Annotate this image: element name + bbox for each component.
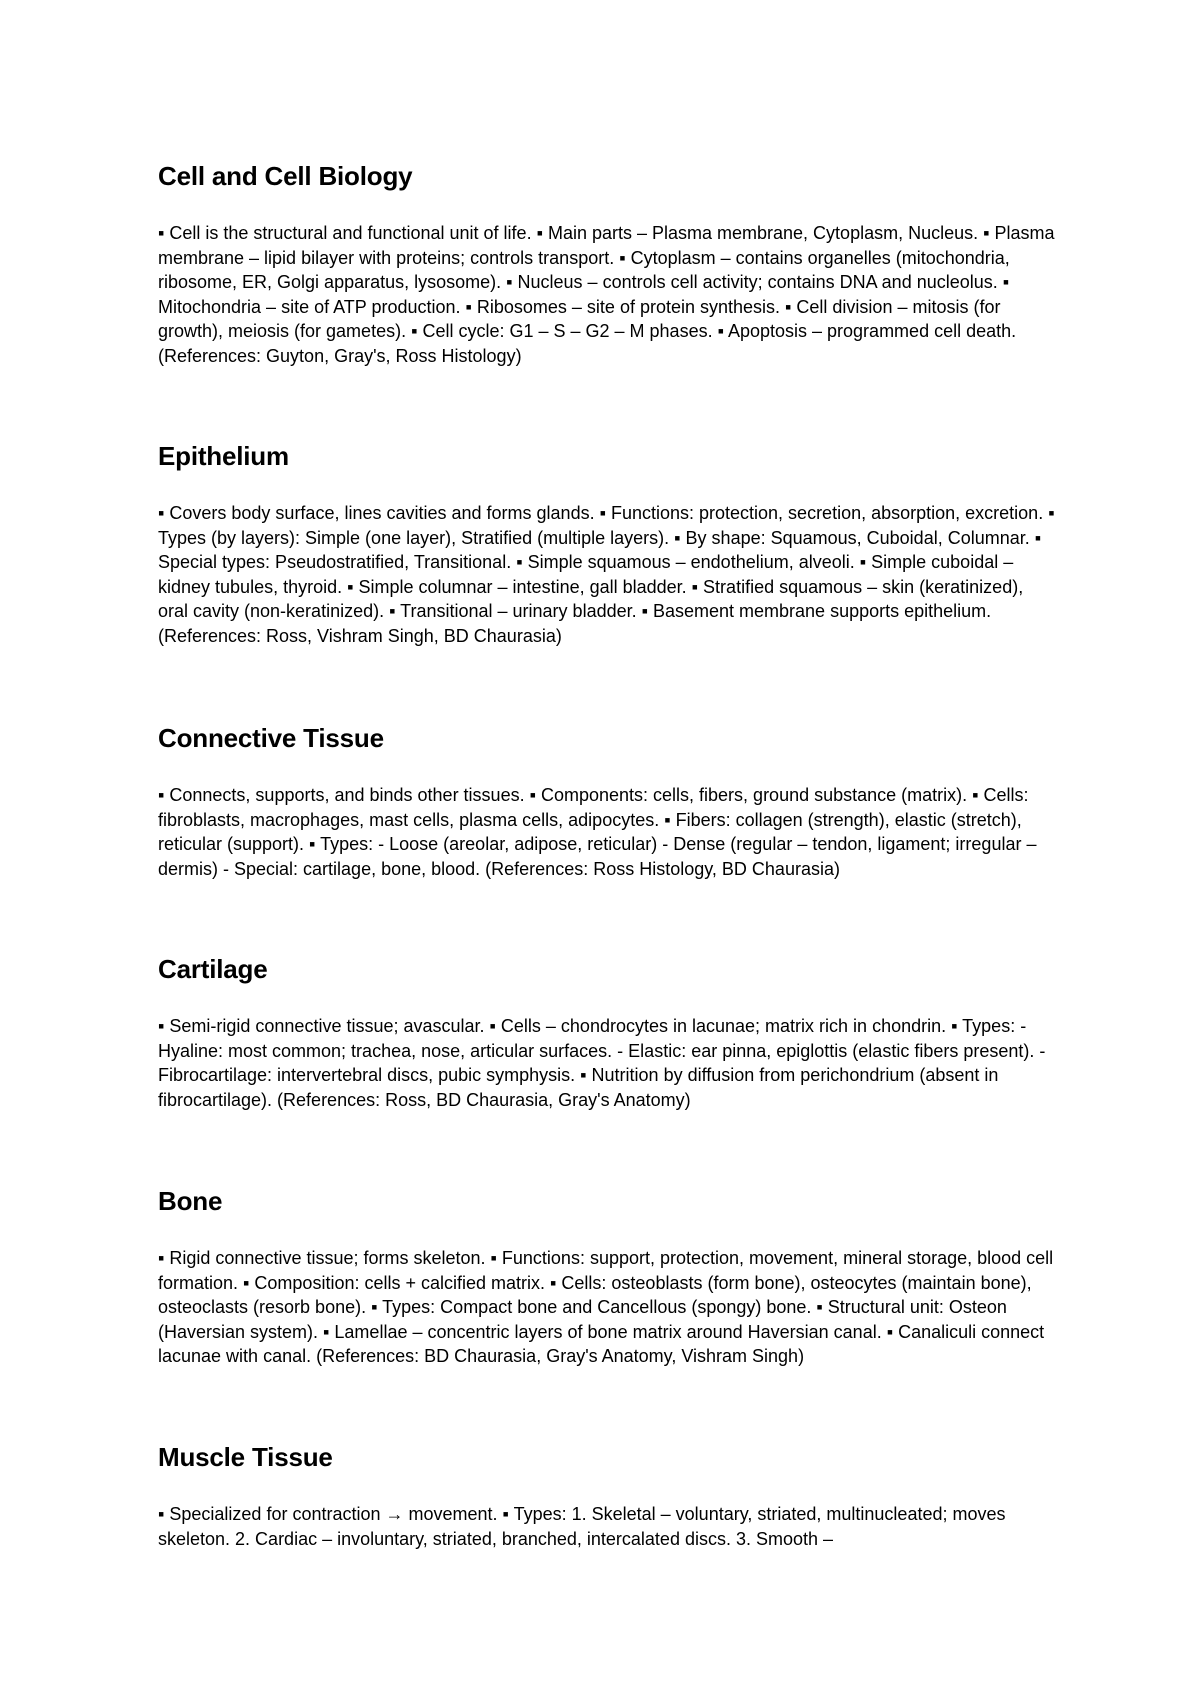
section-body: ▪ Cell is the structural and functional unit of life. ▪ Main parts – Plasma membrane, Cytoplasm, Nucleus. ▪ Plasma membrane – lipid bilayer with proteins; controls transport. ▪ Cytoplasm – contains organelles (mitochondria, ribosome, ER, Golgi apparatus, lysosome). ▪ Nucleus – controls cell activity; contains DNA and nucleolus. ▪ Mitochondria – site of ATP production. ▪ Ribosomes – site of protein synthesis. ▪ Cell division – mitosis (for growth), meiosis (for gametes). ▪ Cell cycle: G1 – S – G2 – M phases. ▪ Apoptosis – programmed cell death. (References: Guyton, Gray's, Ross Histology) <box>158 223 1055 366</box>
section-bone <box>158 1185 1058 1366</box>
section-body: ▪ Connects, supports, and binds other tissues. ▪ Components: cells, fibers, ground substance (matrix). ▪ Cells: fibroblasts, macrophages, mast cells, plasma cells, adipocytes. ▪ Fibers: collagen (strength), elastic (stretch), reticular (support). ▪ Types: - Loose (areolar, adipose, reticular) - Dense (regular – tendon, ligament; irregular – dermis) - Special: cartilage, bone, blood. (References: Ross Histology, BD Chaurasia) <box>158 785 1037 879</box>
section-cell-biology <box>158 160 1058 366</box>
section-muscle-tissue <box>158 1441 1058 1549</box>
section-heading: Epithelium <box>158 441 289 471</box>
section-body: ▪ Specialized for contraction → movement. ▪ Types: 1. Skeletal – voluntary, striated, multinucleated; moves skeleton. 2. Cardiac – involuntary, striated, branched, intercalated discs. 3. Smooth – <box>158 1504 1006 1549</box>
section-heading: Cartilage <box>158 954 268 984</box>
section-connective-tissue <box>158 722 1058 879</box>
section-heading: Connective Tissue <box>158 723 384 753</box>
section-heading: Bone <box>158 1186 223 1216</box>
section-heading: Cell and Cell Biology <box>158 161 413 191</box>
section-heading: Muscle Tissue <box>158 1442 333 1472</box>
section-body: ▪ Semi-rigid connective tissue; avascular. ▪ Cells – chondrocytes in lacunae; matrix rich in chondrin. ▪ Types: - Hyaline: most common; trachea, nose, articular surfaces. - Elastic: ear pinna, epiglottis (elastic fibers present). - Fibrocartilage: intervertebral discs, pubic symphysis. ▪ Nutrition by diffusion from perichondrium (absent in fibrocartilage). (References: Ross, BD Chaurasia, Gray's Anatomy) <box>158 1016 1046 1110</box>
section-body: ▪ Covers body surface, lines cavities and forms glands. ▪ Functions: protection, secretion, absorption, excretion. ▪ Types (by layers): Simple (one layer), Stratified (multiple layers). ▪ By shape: Squamous, Cuboidal, Columnar. ▪ Special types: Pseudostratified, Transitional. ▪ Simple squamous – endothelium, alveoli. ▪ Simple cuboidal – kidney tubules, thyroid. ▪ Simple columnar – intestine, gall bladder. ▪ Stratified squamous – skin (keratinized), oral cavity (non-keratinized). ▪ Transitional – urinary bladder. ▪ Basement membrane supports epithelium. (References: Ross, Vishram Singh, BD Chaurasia) <box>158 503 1055 646</box>
section-epithelium <box>158 440 1058 646</box>
section-cartilage <box>158 953 1058 1110</box>
section-body: ▪ Rigid connective tissue; forms skeleton. ▪ Functions: support, protection, movement, mineral storage, blood cell formation. ▪ Composition: cells + calcified matrix. ▪ Cells: osteoblasts (form bone), osteocytes (maintain bone), osteoclasts (resorb bone). ▪ Types: Compact bone and Cancellous (spongy) bone. ▪ Structural unit: Osteon (Haversian system). ▪ Lamellae – concentric layers of bone matrix around Haversian canal. ▪ Canaliculi connect lacunae with canal. (References: BD Chaurasia, Gray's Anatomy, Vishram Singh) <box>158 1248 1054 1366</box>
